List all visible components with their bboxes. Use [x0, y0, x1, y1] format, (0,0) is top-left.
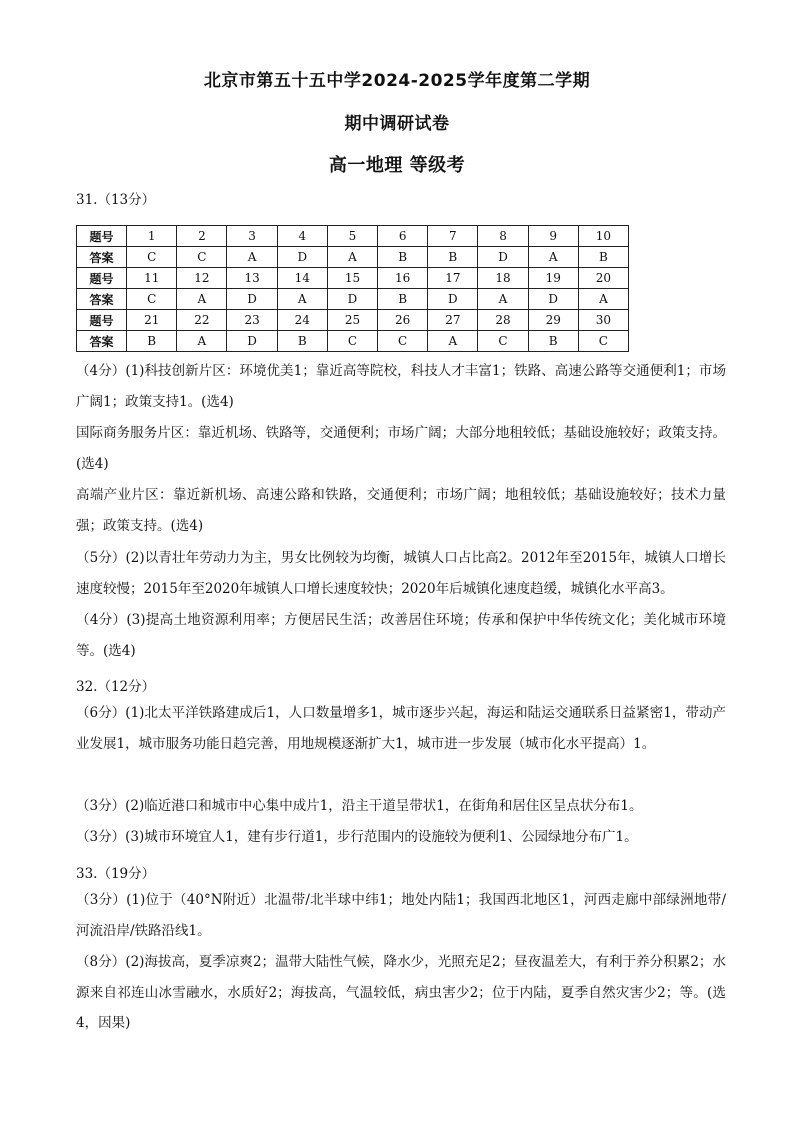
table-row — [77, 226, 629, 247]
document-subtitle: 期中调研试卷 — [344, 114, 450, 134]
table-cell: 24 — [277, 310, 327, 331]
q32-heading: 32.（12分） — [76, 679, 156, 695]
q31-answer-3: 高端产业片区：靠近新机场、高速公路和铁路，交通便利；市场广阔；地租较低；基础设施较好；技术力量强；政策支持。(选4) — [76, 487, 726, 534]
q33-answer-2: （8分）(2)海拔高，夏季凉爽2；温带大陆性气候，降水少，光照充足2；昼夜温差大，有利于养分积累2；水源来自祁连山冰雪融水，水质好2；海拔高，气温较低，病虫害少2；位于内陆，夏季自然灾害少2；等。(选4，因果) — [76, 954, 726, 1031]
table-cell: D — [428, 289, 478, 310]
table-cell: D — [327, 289, 377, 310]
table-cell: 30 — [578, 310, 628, 331]
answer-table — [76, 225, 629, 352]
table-cell: 4 — [277, 226, 327, 247]
table-cell: D — [478, 247, 528, 268]
document-title: 北京市第五十五中学2024-2025学年度第二学期 — [203, 71, 591, 91]
table-cell: D — [277, 247, 327, 268]
table-cell: C — [127, 289, 177, 310]
table-cell: B — [378, 289, 428, 310]
table-cell: 16 — [378, 268, 428, 289]
table-cell: C — [378, 331, 428, 352]
table-cell: A — [177, 289, 227, 310]
table-cell: B — [578, 247, 628, 268]
table-cell: C — [127, 247, 177, 268]
table-cell: B — [127, 331, 177, 352]
table-row — [77, 331, 629, 352]
table-cell: 27 — [428, 310, 478, 331]
q31-answer-2: 国际商务服务片区：靠近机场、铁路等，交通便利；市场广阔；大部分地租较低；基础设施较好；政策支持。(选4) — [76, 425, 726, 472]
q32-answer-1: （6分）(1)北太平洋铁路建成后1，人口数量增多1，城市逐步兴起，海运和陆运交通联系日益紧密1，带动产业发展1，城市服务功能日趋完善，用地规模逐渐扩大1，城市进一步发展（城市化水平提高）1。 — [76, 705, 726, 752]
table-row — [77, 310, 629, 331]
table-cell: A — [578, 289, 628, 310]
table-cell: B — [378, 247, 428, 268]
table-cell: B — [528, 331, 578, 352]
row-label: 题号 — [77, 310, 127, 331]
row-label: 答案 — [77, 247, 127, 268]
table-cell: A — [428, 331, 478, 352]
q33-answer-1: （3分）(1)位于（40°N附近）北温带/北半球中纬1；地处内陆1；我国西北地区1，河西走廊中部绿洲地带/河流沿岸/铁路沿线1。 — [76, 892, 726, 939]
table-cell: 14 — [277, 268, 327, 289]
table-cell: 6 — [378, 226, 428, 247]
table-cell: 26 — [378, 310, 428, 331]
table-cell: 18 — [478, 268, 528, 289]
table-cell: 10 — [578, 226, 628, 247]
table-cell: A — [327, 247, 377, 268]
table-cell: 7 — [428, 226, 478, 247]
row-label: 题号 — [77, 226, 127, 247]
table-cell: A — [227, 247, 277, 268]
table-cell: 1 — [127, 226, 177, 247]
table-cell: A — [277, 289, 327, 310]
row-label: 答案 — [77, 289, 127, 310]
table-cell: A — [528, 247, 578, 268]
table-cell: 23 — [227, 310, 277, 331]
table-cell: B — [277, 331, 327, 352]
table-cell: 13 — [227, 268, 277, 289]
table-cell: 25 — [327, 310, 377, 331]
table-cell: 29 — [528, 310, 578, 331]
table-cell: 22 — [177, 310, 227, 331]
table-cell: D — [528, 289, 578, 310]
q31-heading: 31.（13分） — [76, 192, 156, 208]
table-cell: 17 — [428, 268, 478, 289]
table-cell: C — [177, 247, 227, 268]
table-cell: B — [428, 247, 478, 268]
row-label: 答案 — [77, 331, 127, 352]
table-cell: 21 — [127, 310, 177, 331]
document-subject: 高一地理 等级考 — [328, 155, 466, 176]
table-cell: 5 — [327, 226, 377, 247]
q33-heading: 33.（19分） — [76, 866, 156, 882]
table-cell: 28 — [478, 310, 528, 331]
table-cell: A — [177, 331, 227, 352]
row-label: 题号 — [77, 268, 127, 289]
q32-answer-2: （3分）(2)临近港口和城市中心集中成片1，沿主干道呈带状1，在街角和居住区呈点状分布1。 — [76, 798, 643, 814]
table-cell: 3 — [227, 226, 277, 247]
table-row — [77, 289, 629, 310]
q32-answer-3: （3分）(3)城市环境宜人1，建有步行道1，步行范围内的设施较为便利1、公园绿地分布广1。 — [76, 829, 638, 845]
q31-answer-5: （4分）(3)提高土地资源利用率；方便居民生活；改善居住环境；传承和保护中华传统文化；美化城市环境等。(选4) — [76, 612, 726, 659]
q31-answer-4: （5分）(2)以青壮年劳动力为主，男女比例较为均衡，城镇人口占比高2。2012年至2015年，城镇人口增长速度较慢；2015年至2020年城镇人口增长速度较快；2020年后城镇化速度趋缓，城镇化水平高3。 — [76, 550, 726, 597]
table-cell: D — [227, 331, 277, 352]
table-row — [77, 247, 629, 268]
table-cell: C — [478, 331, 528, 352]
q31-answer-1: （4分）(1)科技创新片区：环境优美1；靠近高等院校，科技人才丰富1；铁路、高速公路等交通便利1；市场广阔1；政策支持1。(选4) — [76, 363, 726, 410]
table-cell: 8 — [478, 226, 528, 247]
table-cell: 12 — [177, 268, 227, 289]
table-cell: 11 — [127, 268, 177, 289]
table-cell: 19 — [528, 268, 578, 289]
table-cell: 2 — [177, 226, 227, 247]
table-cell: C — [578, 331, 628, 352]
table-row — [77, 268, 629, 289]
table-cell: C — [327, 331, 377, 352]
table-cell: 15 — [327, 268, 377, 289]
table-cell: 9 — [528, 226, 578, 247]
table-cell: A — [478, 289, 528, 310]
table-cell: D — [227, 289, 277, 310]
table-cell: 20 — [578, 268, 628, 289]
